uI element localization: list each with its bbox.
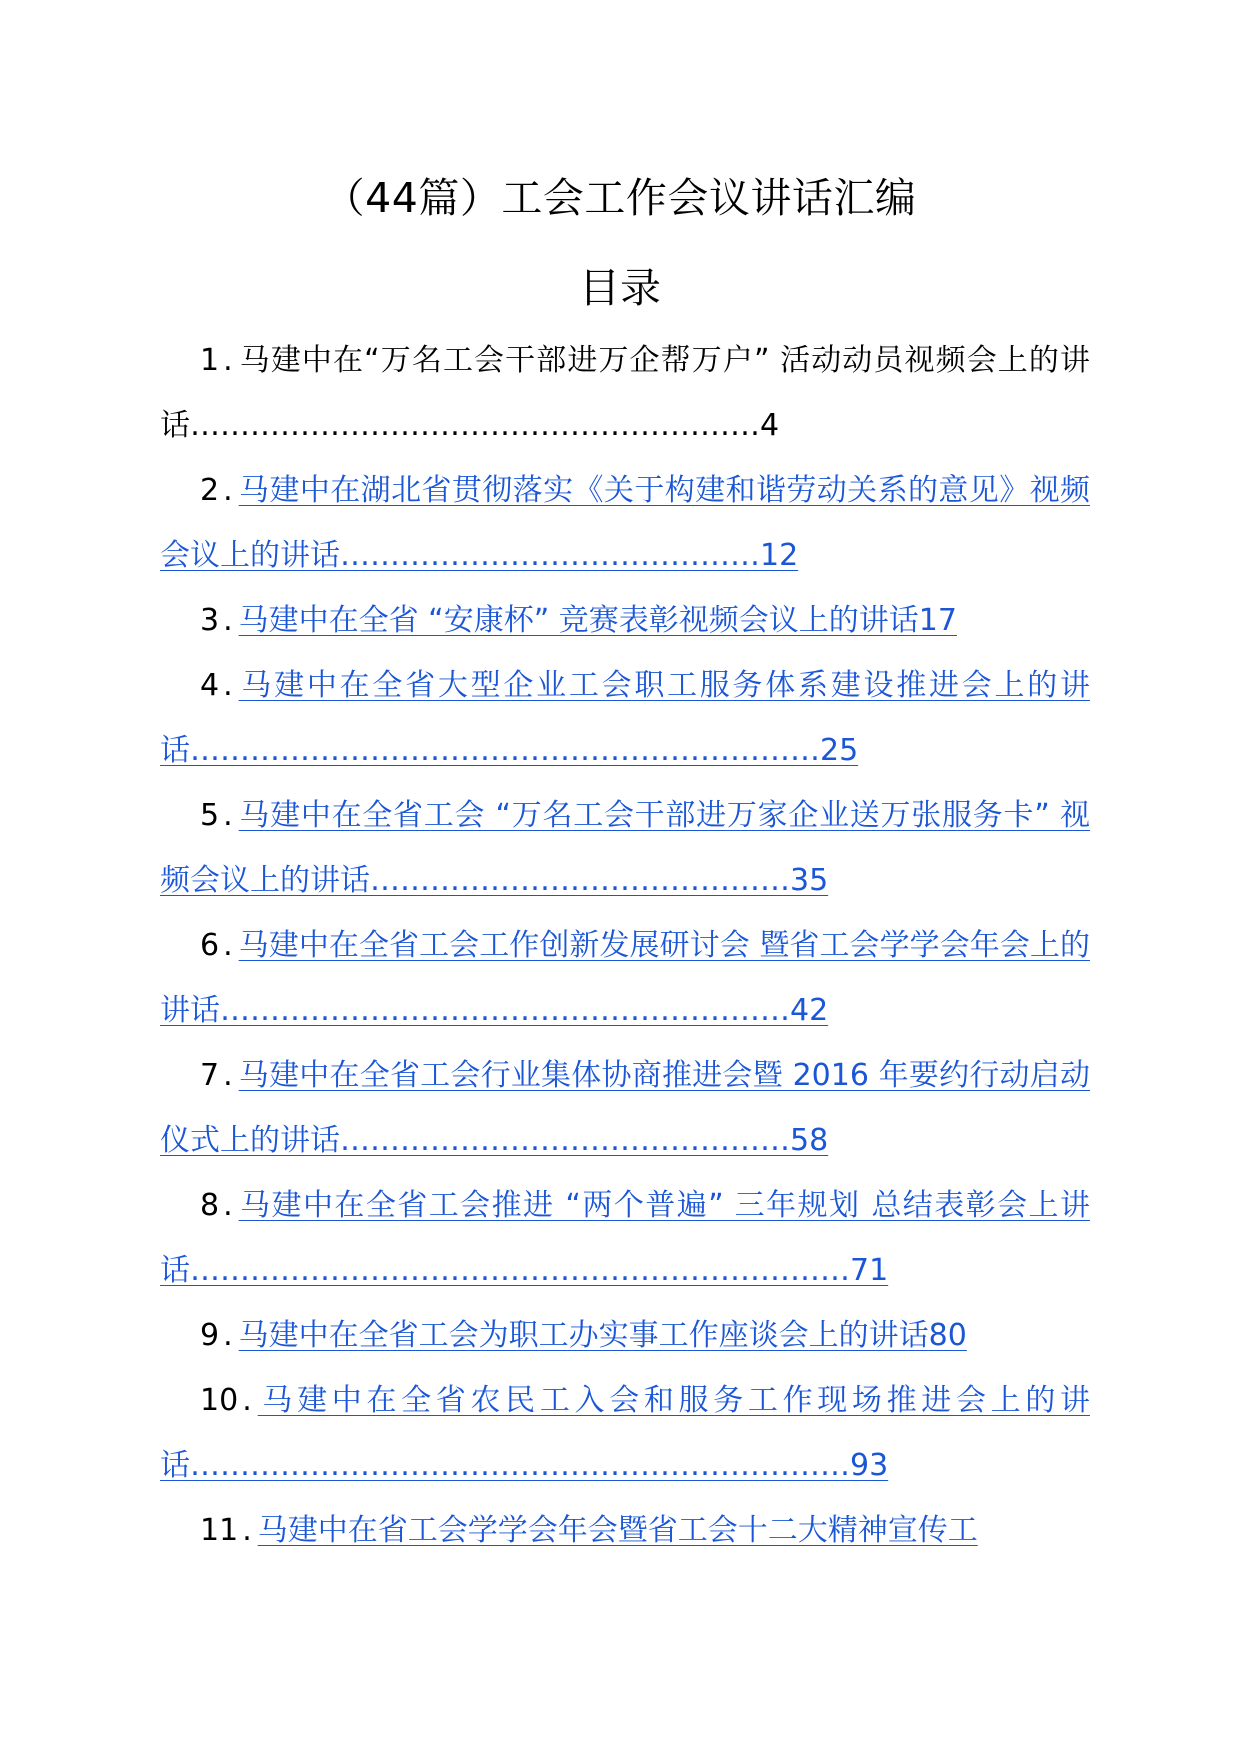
toc-entry-separator: . bbox=[223, 928, 233, 963]
toc-entry-separator: . bbox=[223, 1318, 233, 1353]
toc-entry-separator: . bbox=[223, 798, 233, 833]
toc-entry-link[interactable]: 马建中在全省工会行业集体协商推进会暨 2016 年要约行动启动仪式上的讲话………………………………………58 bbox=[160, 1058, 1090, 1158]
toc-entry-number: 4 bbox=[200, 668, 220, 703]
toc-entry bbox=[160, 1368, 1090, 1498]
toc-entry bbox=[160, 1498, 1090, 1563]
toc-entry-leader: ………………………………………………………… bbox=[190, 1253, 850, 1288]
toc-entry-page: 42 bbox=[790, 993, 829, 1028]
toc-entry-leader: ………………………………………………………… bbox=[190, 1448, 850, 1483]
table-of-contents bbox=[160, 328, 1090, 1563]
toc-entry bbox=[160, 1173, 1090, 1303]
toc-entry-link[interactable]: 马建中在全省工会推进 “两个普遍” 三年规划 总结表彰会上讲话…………………………………………………………71 bbox=[160, 1188, 1090, 1288]
document-title: （44篇）工会工作会议讲话汇编 bbox=[323, 174, 917, 222]
toc-entry-leader: ……………………………………………………… bbox=[190, 733, 820, 768]
toc-entry bbox=[160, 328, 1090, 458]
toc-entry-leader: ……………………………………… bbox=[340, 1123, 790, 1158]
toc-entry-number: 6 bbox=[200, 928, 220, 963]
toc-heading: 目录 bbox=[579, 264, 661, 312]
toc-entry-page: 35 bbox=[790, 863, 829, 898]
toc-entry-page: 80 bbox=[928, 1318, 967, 1353]
toc-entry-title[interactable]: 马建中在“万名工会干部进万企帮万户” 活动动员视频会上的讲话…………………………………………………4 bbox=[160, 343, 1090, 443]
toc-entry-page: 93 bbox=[850, 1448, 889, 1483]
toc-entry-separator: . bbox=[223, 668, 233, 703]
toc-entry-page: 12 bbox=[760, 538, 799, 573]
toc-entry-leader: …………………………………… bbox=[340, 538, 760, 573]
toc-entry-separator: . bbox=[223, 343, 233, 378]
toc-entry-number: 3 bbox=[200, 603, 220, 638]
toc-entry-link[interactable]: 马建中在全省工会为职工办实事工作座谈会上的讲话80 bbox=[238, 1318, 967, 1353]
toc-entry-number: 7 bbox=[200, 1058, 220, 1093]
toc-entry-separator: . bbox=[242, 1513, 252, 1548]
toc-entry-page: 4 bbox=[760, 408, 780, 443]
toc-entry-link[interactable]: 马建中在省工会学学会年会暨省工会十二大精神宣传工 bbox=[257, 1513, 978, 1548]
toc-entry bbox=[160, 913, 1090, 1043]
toc-entry bbox=[160, 1043, 1090, 1173]
toc-entry bbox=[160, 588, 1090, 653]
toc-entry-number: 10 bbox=[200, 1383, 239, 1418]
toc-entry-leader: ………………………………………………… bbox=[220, 993, 790, 1028]
toc-entry-number: 11 bbox=[200, 1513, 239, 1548]
toc-entry-number: 1 bbox=[200, 343, 220, 378]
toc-entry-number: 5 bbox=[200, 798, 220, 833]
toc-entry bbox=[160, 783, 1090, 913]
toc-entry-link[interactable]: 马建中在全省大型企业工会职工服务体系建设推进会上的讲话………………………………………………………25 bbox=[160, 668, 1090, 768]
toc-entry-page: 25 bbox=[820, 733, 859, 768]
toc-entry-link[interactable]: 马建中在湖北省贯彻落实《关于构建和谐劳动关系的意见》视频会议上的讲话……………………………………12 bbox=[160, 473, 1090, 573]
toc-entry-separator: . bbox=[242, 1383, 252, 1418]
toc-entry bbox=[160, 653, 1090, 783]
toc-entry-number: 8 bbox=[200, 1188, 220, 1223]
toc-entry-leader: …………………………………… bbox=[370, 863, 790, 898]
toc-entry-link[interactable]: 马建中在全省工会 “万名工会干部进万家企业送万张服务卡” 视频会议上的讲话……………………………………35 bbox=[160, 798, 1090, 898]
toc-entry-separator: . bbox=[223, 1058, 233, 1093]
toc-entry-separator: . bbox=[223, 473, 233, 508]
toc-entry bbox=[160, 458, 1090, 588]
toc-entry-page: 58 bbox=[790, 1123, 829, 1158]
toc-entry-page: 17 bbox=[918, 603, 957, 638]
toc-entry-separator: . bbox=[223, 603, 233, 638]
toc-entry-page: 71 bbox=[850, 1253, 889, 1288]
toc-entry-link[interactable]: 马建中在全省农民工入会和服务工作现场推进会上的讲话…………………………………………………………93 bbox=[160, 1383, 1090, 1483]
toc-entry bbox=[160, 1303, 1090, 1368]
toc-entry-link[interactable]: 马建中在全省工会工作创新发展研讨会 暨省工会学学会年会上的讲话…………………………………………………42 bbox=[160, 928, 1090, 1028]
toc-entry-number: 2 bbox=[200, 473, 220, 508]
toc-entry-leader: ………………………………………………… bbox=[190, 408, 760, 443]
toc-entry-separator: . bbox=[223, 1188, 233, 1223]
toc-entry-number: 9 bbox=[200, 1318, 220, 1353]
toc-entry-link[interactable]: 马建中在全省 “安康杯” 竞赛表彰视频会议上的讲话17 bbox=[238, 603, 957, 638]
